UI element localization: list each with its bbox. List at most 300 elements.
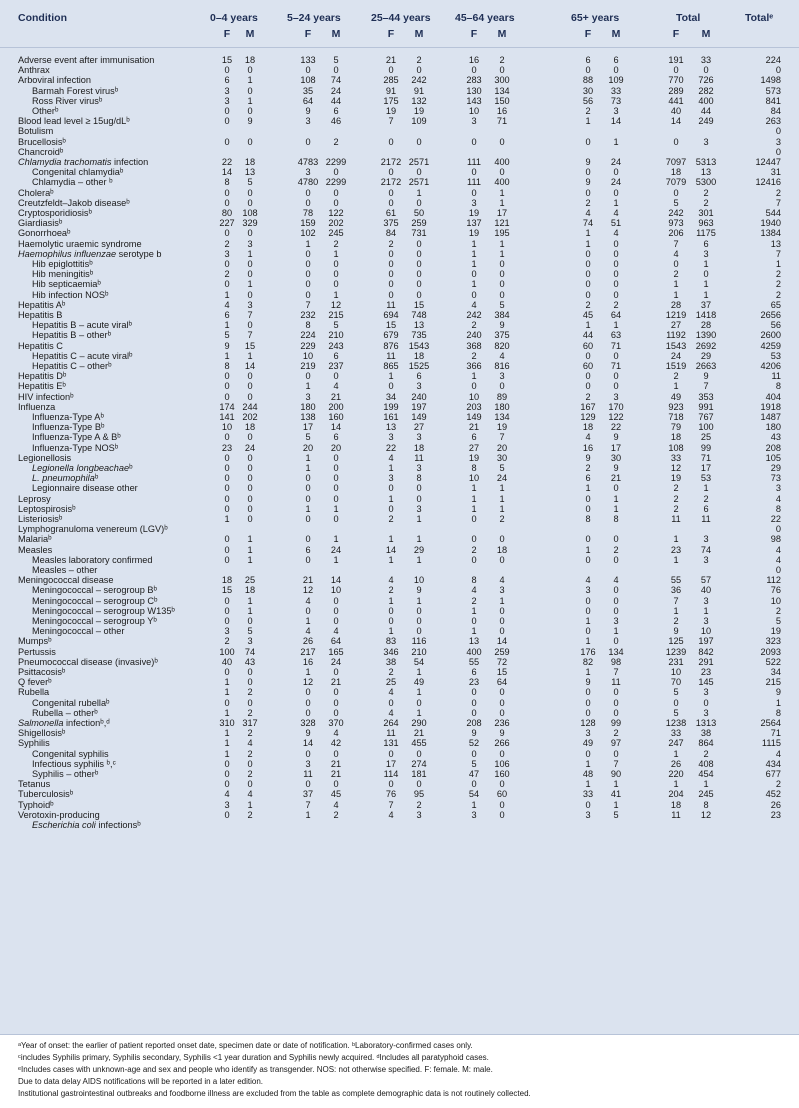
row-value: 1	[224, 738, 230, 749]
table-row	[0, 524, 799, 534]
row-value: 0	[613, 595, 619, 606]
table-row	[0, 320, 799, 330]
header-group-25-44: 25–44 years	[371, 12, 431, 24]
row-value: 0	[333, 616, 339, 626]
table-row	[0, 290, 799, 300]
row-value: 1	[305, 503, 311, 514]
row-value: 0	[224, 667, 230, 677]
row-value: 47	[468, 769, 480, 779]
header-sex: M	[497, 28, 507, 40]
table-row	[0, 300, 799, 310]
row-label: Meningococcal disease	[18, 575, 114, 586]
row-value: 61	[385, 208, 397, 218]
footnote-line: Due to data delay AIDS notifications will be reported in a later edition.	[18, 1077, 264, 1086]
row-value: 0	[388, 167, 394, 178]
row-value: 289	[668, 85, 684, 96]
row-value: 18	[670, 799, 682, 810]
row-value: 129	[580, 412, 596, 422]
row-value: 0	[305, 371, 311, 382]
row-value: 4	[585, 575, 591, 586]
row-value: 131	[383, 738, 399, 749]
row-value: 0	[247, 197, 253, 208]
row-value: 16	[496, 106, 508, 116]
row-value: 138	[300, 412, 316, 422]
row-value: 2	[613, 728, 619, 739]
row-value: 25	[385, 677, 397, 688]
row-value: 14	[302, 738, 314, 749]
table-row	[0, 177, 799, 187]
row-total: 1498	[760, 75, 781, 86]
row-label: Listeriosisᵇ	[18, 514, 63, 524]
row-label: Brucellosisᵇ	[18, 136, 66, 147]
row-value: 3	[416, 809, 422, 820]
row-value: 1	[388, 534, 394, 545]
row-value: 16	[302, 656, 314, 667]
row-value: 3	[613, 106, 619, 116]
row-value: 1	[673, 381, 679, 392]
row-value: 10	[700, 626, 712, 637]
row-value: 3	[247, 238, 253, 249]
row-value: 78	[302, 208, 314, 218]
row-value: 0	[613, 279, 619, 290]
row-value: 160	[494, 769, 510, 779]
row-value: 0	[499, 534, 505, 545]
row-value	[603, 565, 629, 575]
row-value: 0	[388, 605, 394, 616]
row-value: 7	[673, 595, 679, 606]
header-sex: M	[331, 28, 341, 40]
row-value: 6	[703, 503, 709, 514]
row-value: 5	[247, 177, 253, 188]
row-value: 34	[385, 391, 397, 402]
row-value: 0	[471, 381, 477, 392]
row-value: 122	[328, 208, 344, 218]
table-row	[0, 443, 799, 453]
row-value: 28	[700, 320, 712, 331]
row-value: 283	[466, 75, 482, 86]
row-value: 2	[388, 238, 394, 249]
row-value: 400	[494, 157, 510, 167]
row-value: 1	[673, 779, 679, 790]
row-value: 1	[388, 554, 394, 565]
row-value: 0	[703, 697, 709, 708]
row-value: 180	[494, 401, 510, 412]
row-value: 2172	[380, 177, 402, 188]
row-label: Influenza-Type NOSᵇ	[32, 442, 119, 453]
row-value: 368	[466, 340, 482, 351]
row-value: 1	[703, 289, 709, 300]
row-value: 60	[582, 361, 594, 371]
row-total: 5	[775, 616, 781, 626]
row-value: 8	[224, 361, 230, 371]
row-label: Hib epiglottitisᵇ	[32, 259, 93, 269]
table-row	[0, 738, 799, 748]
row-value: 0	[333, 595, 339, 606]
row-value	[575, 147, 601, 157]
row-label: Pneumococcal disease (invasive)ᵇ	[18, 656, 158, 667]
row-value: 1	[416, 187, 422, 198]
row-value: 0	[247, 320, 253, 331]
row-value: 1	[703, 259, 709, 269]
row-value: 14	[496, 636, 508, 647]
row-value: 108	[668, 442, 684, 453]
row-value: 0	[388, 269, 394, 280]
row-value: 71	[700, 452, 712, 463]
row-total: 8	[775, 707, 781, 718]
row-total: 208	[765, 442, 781, 453]
row-value: 38	[385, 656, 397, 667]
row-value: 49	[413, 677, 425, 688]
row-value: 8	[416, 473, 422, 484]
row-value: 2	[247, 809, 253, 820]
row-value: 1	[247, 75, 253, 86]
row-value: 2172	[380, 157, 402, 167]
row-value	[575, 524, 601, 534]
row-label	[18, 157, 148, 167]
row-value: 48	[582, 769, 594, 779]
row-value: 0	[499, 687, 505, 698]
row-value: 229	[300, 340, 316, 351]
row-value: 0	[585, 697, 591, 708]
row-value: 14	[610, 116, 622, 127]
header-sex: F	[672, 28, 680, 40]
header-sex: F	[223, 28, 231, 40]
header-sex: F	[387, 28, 395, 40]
row-value: 0	[333, 279, 339, 290]
row-value: 0	[247, 106, 253, 116]
row-label: Hib septicaemiaᵇ	[32, 279, 101, 290]
row-value: 1	[416, 667, 422, 677]
row-value: 0	[613, 534, 619, 545]
row-value: 0	[388, 248, 394, 259]
row-value: 99	[610, 718, 622, 728]
row-value: 0	[703, 269, 709, 280]
row-value: 36	[670, 585, 682, 596]
row-value: 7	[247, 310, 253, 320]
row-value: 2	[471, 320, 477, 331]
header-groups-row	[0, 11, 799, 25]
row-label-rest: ᵇ	[129, 463, 133, 473]
row-value: 1	[224, 707, 230, 718]
row-value: 1543	[665, 340, 687, 351]
row-value: 0	[224, 473, 230, 484]
row-value: 121	[494, 218, 510, 229]
row-label-italic: Haemophilus influenzae	[18, 248, 117, 259]
row-value: 4	[613, 575, 619, 586]
row-value: 15	[221, 585, 233, 596]
row-total: 7	[775, 248, 781, 259]
row-value: 0	[305, 136, 311, 147]
row-value: 57	[700, 575, 712, 586]
row-value: 6	[703, 238, 709, 249]
table-row	[0, 259, 799, 269]
row-value: 3	[305, 391, 311, 402]
row-value	[237, 524, 263, 534]
row-value: 0	[471, 687, 477, 698]
row-value: 9	[703, 371, 709, 382]
row-value: 0	[305, 687, 311, 698]
row-value: 4	[305, 595, 311, 606]
row-value: 1219	[665, 310, 687, 320]
row-value: 176	[580, 646, 596, 657]
row-total: 22	[770, 514, 781, 524]
row-label: Measles – other	[32, 565, 98, 575]
row-value: 0	[416, 167, 422, 178]
row-label: Congenital rubellaᵇ	[32, 697, 110, 708]
row-value: 1	[247, 595, 253, 606]
row-value: 2	[703, 748, 709, 759]
row-label	[18, 718, 110, 728]
table-row	[0, 392, 799, 402]
row-value: 0	[499, 289, 505, 300]
row-value	[406, 524, 432, 534]
row-total: 1	[775, 259, 781, 269]
row-value: 0	[333, 667, 339, 677]
row-value: 2	[224, 269, 230, 280]
row-value: 0	[585, 248, 591, 259]
row-value: 1	[499, 248, 505, 259]
row-value: 18	[244, 585, 256, 596]
row-value: 2	[471, 595, 477, 606]
header-sex-row	[0, 27, 799, 41]
footnote-line: Institutional gastrointestinal outbreaks and foodborne illness are excluded from the table as complete demographic data is not routinely collected.	[18, 1089, 531, 1098]
row-value: 0	[613, 697, 619, 708]
row-value: 0	[224, 197, 230, 208]
row-value: 245	[698, 789, 714, 800]
row-total: 19	[770, 626, 781, 637]
row-total: 10	[770, 595, 781, 606]
table-row	[0, 55, 799, 65]
row-total: 56	[770, 320, 781, 331]
row-value: 816	[494, 361, 510, 371]
row-value: 197	[698, 636, 714, 647]
row-label	[32, 820, 141, 830]
row-value: 122	[608, 412, 624, 422]
row-value: 3	[585, 585, 591, 596]
row-value: 0	[499, 779, 505, 790]
row-value: 1	[224, 350, 230, 361]
table-row	[0, 228, 799, 238]
row-value: 0	[613, 748, 619, 759]
row-label: Measles laboratory confirmed	[32, 554, 153, 565]
row-value: 6	[333, 432, 339, 443]
table-row	[0, 157, 799, 167]
row-value: 30	[610, 452, 622, 463]
row-value: 15	[221, 55, 233, 65]
row-value: 4	[471, 585, 477, 596]
row-value: 2	[585, 463, 591, 473]
row-value: 11	[671, 514, 681, 524]
row-value: 0	[613, 585, 619, 596]
row-label: Adverse event after immunisation	[18, 55, 155, 65]
row-value	[663, 524, 689, 534]
row-value: 2	[471, 544, 477, 555]
table-row	[0, 718, 799, 728]
table-row	[0, 402, 799, 412]
row-value: 1	[471, 626, 477, 637]
row-label: Tuberculosisᵇ	[18, 789, 74, 800]
row-value: 18	[670, 167, 682, 178]
row-value: 18	[244, 422, 256, 433]
row-value: 16	[582, 442, 594, 453]
row-value: 0	[613, 65, 619, 76]
row-value: 0	[585, 799, 591, 810]
row-value: 18	[221, 575, 233, 586]
row-total: 71	[770, 728, 781, 739]
row-value: 0	[585, 187, 591, 198]
row-value: 90	[610, 769, 622, 779]
row-value: 0	[224, 503, 230, 514]
row-total: 841	[765, 95, 781, 106]
row-value: 0	[585, 534, 591, 545]
row-total: 2	[775, 779, 781, 790]
row-label: Psittacosisᵇ	[18, 667, 66, 677]
row-value: 0	[585, 605, 591, 616]
row-total: 29	[770, 463, 781, 473]
table-row	[0, 279, 799, 289]
row-value: 215	[328, 310, 344, 320]
row-value: 310	[219, 718, 235, 728]
row-value: 108	[300, 75, 316, 86]
row-value: 7	[673, 238, 679, 249]
row-value	[378, 147, 404, 157]
table-row	[0, 473, 799, 483]
row-total: 573	[765, 85, 781, 96]
row-value: 0	[471, 187, 477, 198]
table-row	[0, 269, 799, 279]
row-value: 45	[582, 310, 594, 320]
row-value	[603, 126, 629, 136]
row-value: 9	[416, 585, 422, 596]
row-value: 0	[224, 697, 230, 708]
row-value: 1	[613, 320, 619, 331]
row-value: 0	[471, 514, 477, 524]
row-value: 1	[247, 534, 253, 545]
row-value: 21	[413, 728, 425, 739]
row-value: 1	[247, 350, 253, 361]
row-value: 0	[333, 473, 339, 484]
row-value: 328	[300, 718, 316, 728]
row-value: 1	[585, 116, 591, 127]
row-value: 864	[698, 738, 714, 749]
row-value: 1	[224, 687, 230, 698]
row-value: 0	[585, 289, 591, 300]
row-total: 0	[775, 524, 781, 535]
row-value: 0	[247, 289, 253, 300]
row-value: 60	[496, 789, 508, 800]
row-value: 1239	[665, 646, 687, 657]
row-value: 3	[247, 636, 253, 647]
row-value: 10	[413, 575, 425, 586]
row-value: 1	[673, 279, 679, 290]
row-value: 14	[330, 575, 342, 586]
row-total: 452	[765, 789, 781, 800]
row-value: 0	[471, 697, 477, 708]
row-value	[323, 524, 349, 534]
row-value: 842	[698, 646, 714, 657]
row-value: 5	[499, 463, 505, 473]
row-value: 71	[610, 361, 622, 371]
row-value: 167	[580, 401, 596, 412]
row-value: 91	[413, 85, 425, 96]
row-value: 9	[305, 728, 311, 739]
table-row	[0, 728, 799, 738]
row-value: 53	[700, 473, 712, 484]
row-value: 0	[305, 269, 311, 280]
row-value: 0	[333, 371, 339, 382]
row-value: 0	[305, 493, 311, 504]
row-value: 79	[670, 422, 682, 433]
row-label: HIV infectionᵇ	[18, 391, 74, 402]
row-value: 55	[670, 575, 682, 586]
row-value: 5	[305, 432, 311, 443]
row-value: 18	[670, 432, 682, 443]
row-value: 51	[610, 218, 622, 229]
row-value: 0	[416, 493, 422, 504]
row-value	[461, 126, 487, 136]
row-value: 240	[466, 330, 482, 341]
row-value: 2	[333, 809, 339, 820]
row-value: 5	[673, 687, 679, 698]
row-total: 404	[765, 391, 781, 402]
row-label: Meningococcal – serogroup Bᵇ	[32, 585, 158, 596]
table-row	[0, 137, 799, 147]
row-value: 266	[494, 738, 510, 749]
row-value: 16	[468, 55, 480, 65]
row-value: 203	[466, 401, 482, 412]
row-value: 767	[698, 412, 714, 422]
row-label: Rubella – otherᵇ	[32, 707, 98, 718]
row-value: 64	[330, 636, 342, 647]
row-value: 20	[302, 442, 314, 453]
row-value: 12	[302, 677, 314, 688]
row-value: 1	[585, 483, 591, 494]
row-total: 12447	[755, 157, 781, 167]
row-value: 0	[673, 187, 679, 198]
row-value: 0	[673, 259, 679, 269]
row-total: 112	[766, 575, 781, 586]
row-value: 27	[468, 442, 480, 453]
row-label: Gonorrhoeaᵇ	[18, 228, 71, 239]
row-value: 1	[471, 483, 477, 494]
row-total: 2	[775, 289, 781, 300]
row-value: 134	[494, 412, 510, 422]
row-value: 24	[610, 177, 622, 188]
row-value: 56	[582, 95, 594, 106]
row-total: 31	[770, 167, 781, 178]
row-value	[575, 126, 601, 136]
row-value: 2	[585, 106, 591, 116]
row-total: 43	[770, 432, 781, 443]
row-value: 0	[224, 371, 230, 382]
row-value: 2	[703, 187, 709, 198]
row-value: 973	[668, 218, 684, 229]
row-value: 14	[670, 116, 682, 127]
row-label: Botulism	[18, 126, 54, 137]
row-value: 0	[247, 269, 253, 280]
row-value: 25	[244, 575, 256, 586]
row-value: 82	[582, 656, 594, 667]
row-value: 236	[494, 718, 510, 728]
row-value: 6	[471, 432, 477, 443]
row-total: 26	[770, 799, 781, 810]
row-value: 64	[496, 677, 508, 688]
row-value: 170	[608, 401, 624, 412]
row-value: 1	[585, 636, 591, 647]
row-value: 2	[247, 687, 253, 698]
row-label: Legionnaire disease other	[32, 483, 138, 494]
row-total: 1115	[761, 738, 781, 749]
